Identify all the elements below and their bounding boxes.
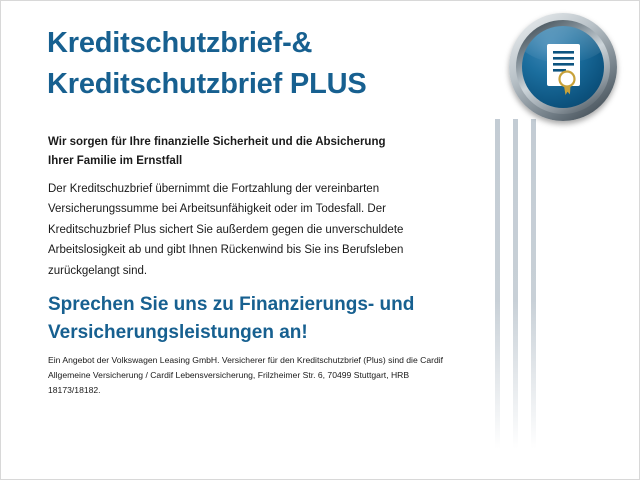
title-line-1: Kreditschutzbrief-&: [47, 27, 313, 59]
cta-line-2: Versicherungsleistungen an!: [48, 321, 308, 343]
call-to-action: [48, 291, 468, 346]
subheading: [48, 133, 448, 171]
subheading-line-2: Ihrer Familie im Ernstfall: [48, 154, 183, 167]
seal-document-glyph: [509, 13, 617, 121]
page-title: [47, 23, 477, 105]
certificate-seal-icon: [509, 13, 617, 121]
decorative-stripes: [489, 119, 551, 449]
stripe-line-3: [531, 119, 536, 449]
stripe-line-1: [495, 119, 500, 449]
stripe-line-2: [513, 119, 518, 449]
title-line-2: Kreditschutzbrief PLUS: [47, 68, 367, 101]
body-paragraph: Der Kreditschuzbrief übernimmt die Fortzahlung der vereinbarten Versicherungssumme bei Arbeitsunfähigkeit oder im Todesfall. Der Kreditschuzbrief Plus sichert Sie außerdem gegen die unverschuldete Arbeitslosigkeit ab und gibt Ihnen Rückenwind bis Sie ins Berufsleben zurückgelangt sind.: [48, 183, 404, 277]
legal-disclaimer: Ein Angebot der Volkswagen Leasing GmbH. Versicherer für den Kreditschutzbrief (Plus) sind die Cardif Allgemeine Versicherung / Cardif Lebensversicherung, Frilzheimer Str. 6, 70499 Stuttgart, HRB 18173/18182.: [48, 355, 444, 396]
subheading-line-1: Wir sorgen für Ihre finanzielle Sicherheit und die Absicherung: [48, 136, 386, 148]
cta-line-1: Sprechen Sie uns zu Finanzierungs- und: [48, 294, 415, 315]
